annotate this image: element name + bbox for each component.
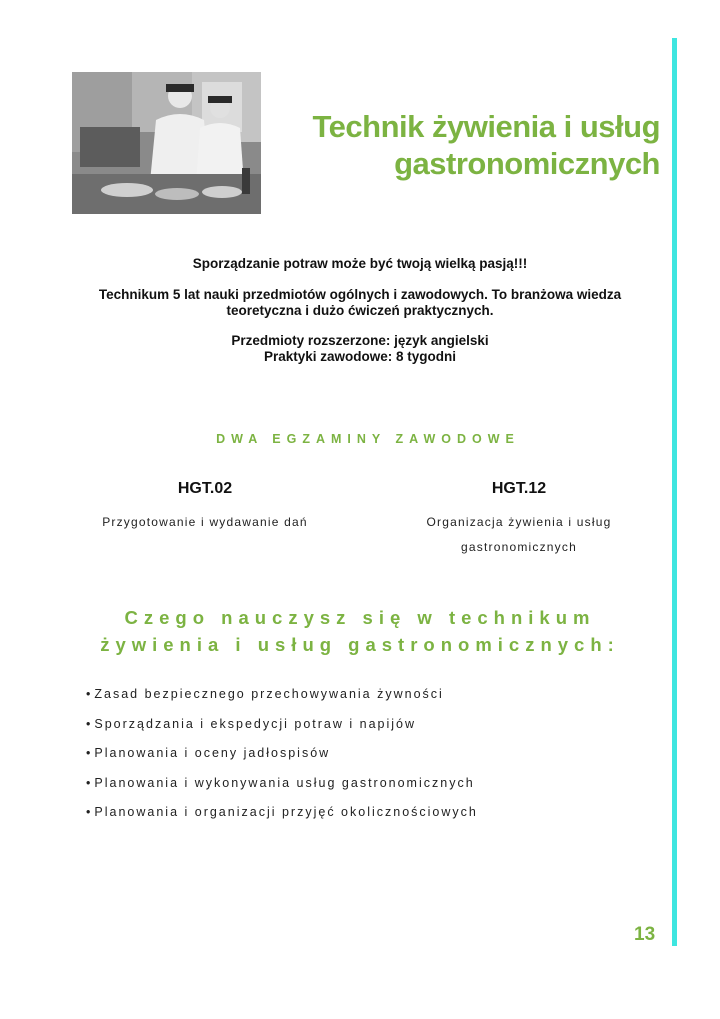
page-number: 13 bbox=[634, 924, 656, 945]
list-item bbox=[86, 710, 478, 740]
learn-heading bbox=[60, 604, 660, 658]
list-item-text: Zasad bezpiecznego przechowywania żywności bbox=[94, 687, 444, 701]
list-item-text: Planowania i oceny jadłospisów bbox=[94, 746, 331, 760]
bullet-icon: • bbox=[86, 687, 91, 701]
intro-tagline: Sporządzanie potraw może być twoją wielką pasją!!! bbox=[192, 256, 528, 271]
page-title bbox=[240, 108, 660, 182]
title-line: Technik żywienia i usług bbox=[312, 109, 660, 144]
list-item-text: Planowania i wykonywania usług gastronomicznych bbox=[94, 775, 475, 790]
exam-description-line: gastronomicznych bbox=[461, 540, 577, 554]
title-line: gastronomicznych bbox=[394, 146, 660, 181]
bullet-icon: • bbox=[86, 805, 91, 819]
bullet-icon: • bbox=[86, 775, 91, 790]
exam-item bbox=[75, 480, 335, 535]
intro-description-line: teoretyczna i dużo ćwiczeń praktycznych. bbox=[226, 303, 494, 318]
exam-code: HGT.12 bbox=[491, 480, 547, 497]
exam-description bbox=[75, 510, 335, 535]
list-item bbox=[86, 798, 478, 828]
chefs-photo-icon bbox=[72, 72, 261, 214]
bullet-icon: • bbox=[86, 746, 91, 760]
bullet-icon: • bbox=[86, 716, 91, 731]
learn-list bbox=[86, 680, 478, 828]
intro-description bbox=[60, 287, 660, 319]
intro-details bbox=[60, 333, 660, 365]
exam-description bbox=[389, 510, 649, 560]
exam-description-line: Przygotowanie i wydawanie dań bbox=[102, 515, 308, 529]
learn-heading-line: Czego nauczysz się w technikum bbox=[124, 607, 596, 628]
intro-description-line: Technikum 5 lat nauki przedmiotów ogólnych i zawodowych. To branżowa wiedza bbox=[98, 287, 622, 302]
chefs-photo bbox=[72, 72, 261, 214]
learn-heading-line: żywienia i usług gastronomicznych: bbox=[100, 634, 620, 655]
right-accent-rule bbox=[672, 38, 677, 946]
exam-description-line: Organizacja żywienia i usług bbox=[426, 515, 612, 529]
list-item-text: Planowania i organizacji przyjęć okolicznościowych bbox=[94, 805, 478, 819]
exam-item bbox=[389, 480, 649, 560]
exams-heading: DWA EGZAMINY ZAWODOWE bbox=[216, 432, 520, 446]
extended-subjects: Przedmioty rozszerzone: język angielski bbox=[231, 333, 489, 348]
internship-duration: Praktyki zawodowe: 8 tygodni bbox=[263, 349, 457, 364]
list-item bbox=[86, 769, 478, 799]
exam-code: HGT.02 bbox=[177, 480, 233, 497]
list-item-text: Sporządzania i ekspedycji potraw i napijów bbox=[94, 716, 417, 731]
list-item bbox=[86, 680, 478, 710]
list-item bbox=[86, 739, 478, 769]
